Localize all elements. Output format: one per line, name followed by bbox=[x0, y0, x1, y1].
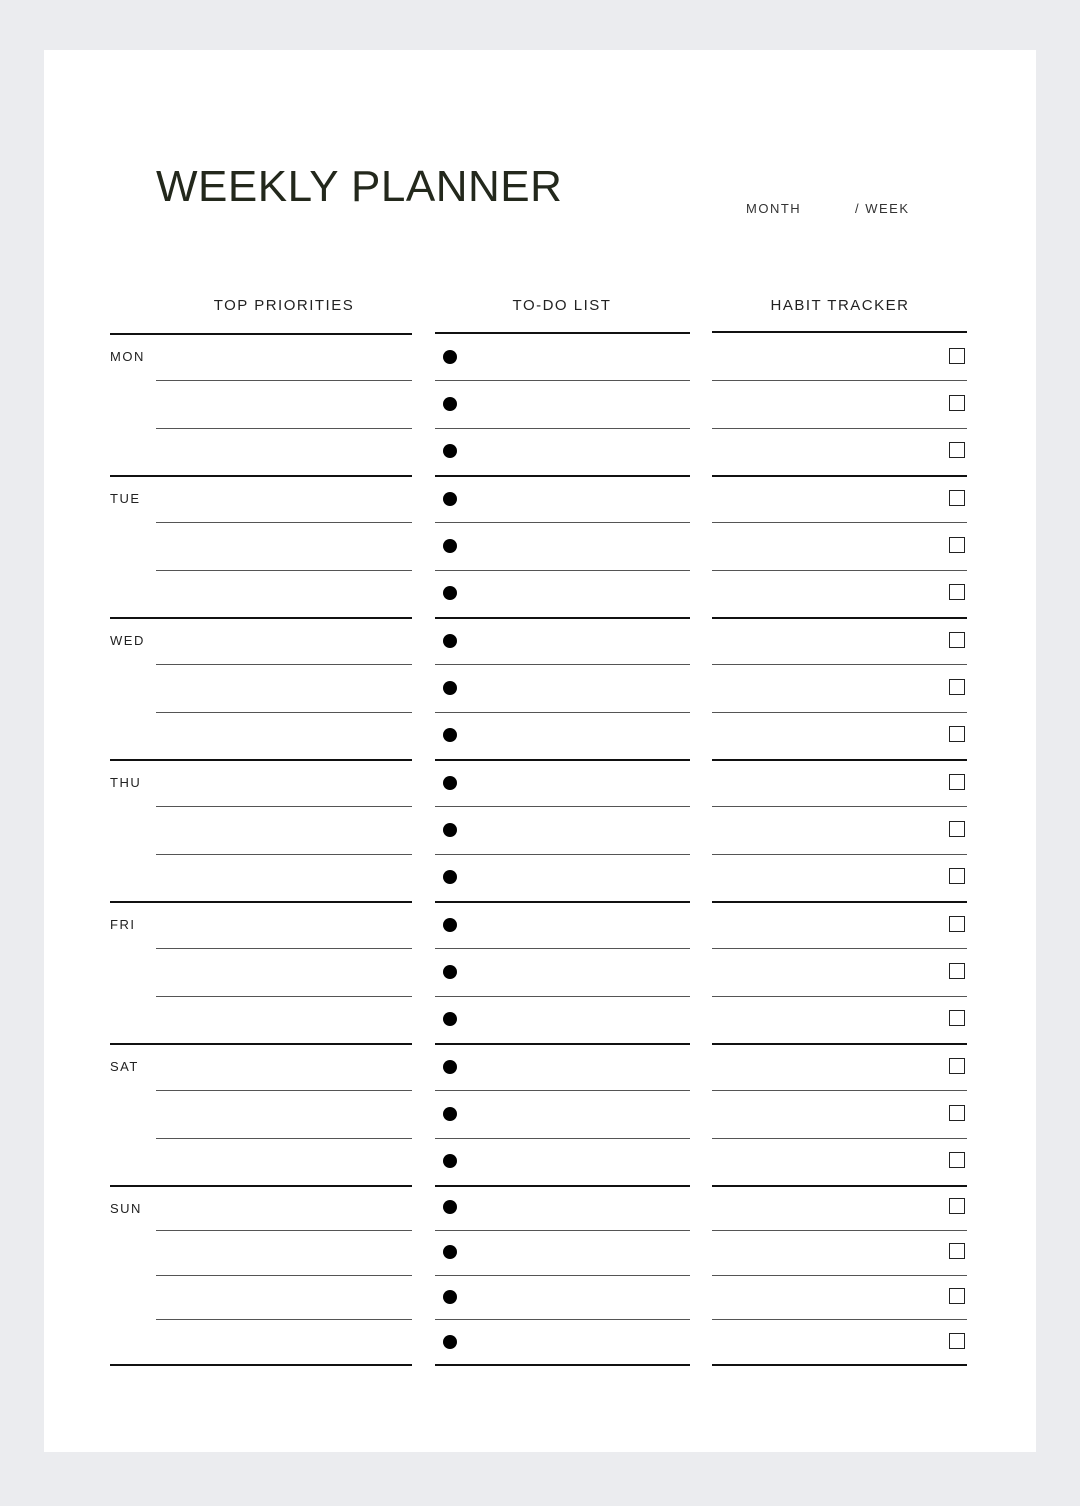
habit-checkbox[interactable] bbox=[949, 442, 965, 458]
todo-line[interactable] bbox=[435, 570, 690, 571]
day-divider bbox=[110, 1364, 412, 1366]
todo-line[interactable] bbox=[435, 664, 690, 665]
habit-checkbox[interactable] bbox=[949, 1058, 965, 1074]
todo-bullet-icon bbox=[443, 965, 457, 979]
habit-line[interactable] bbox=[712, 854, 967, 855]
priority-line[interactable] bbox=[156, 428, 412, 429]
top-priorities-header: TOP PRIORITIES bbox=[213, 297, 355, 314]
habit-checkbox[interactable] bbox=[949, 1010, 965, 1026]
todo-line[interactable] bbox=[435, 1090, 690, 1091]
habit-line[interactable] bbox=[712, 1043, 967, 1045]
todo-line[interactable] bbox=[435, 1230, 690, 1231]
priority-line[interactable] bbox=[156, 570, 412, 571]
todo-bullet-icon bbox=[443, 1290, 457, 1304]
day-label-tue: TUE bbox=[110, 491, 141, 506]
day-label-wed: WED bbox=[110, 633, 145, 648]
todo-bullet-icon bbox=[443, 1107, 457, 1121]
todo-bullet-icon bbox=[443, 1335, 457, 1349]
habit-line[interactable] bbox=[712, 1185, 967, 1187]
todo-line[interactable] bbox=[435, 380, 690, 381]
habit-checkbox[interactable] bbox=[949, 395, 965, 411]
todo-line[interactable] bbox=[435, 1319, 690, 1320]
habit-checkbox[interactable] bbox=[949, 348, 965, 364]
todo-line[interactable] bbox=[435, 428, 690, 429]
todo-bullet-icon bbox=[443, 350, 457, 364]
habit-line[interactable] bbox=[712, 806, 967, 807]
todo-line[interactable] bbox=[435, 1275, 690, 1276]
todo-bullet-icon bbox=[443, 634, 457, 648]
day-label-sun: SUN bbox=[110, 1201, 142, 1216]
habit-line[interactable] bbox=[712, 1364, 967, 1366]
habit-checkbox[interactable] bbox=[949, 1198, 965, 1214]
todo-bullet-icon bbox=[443, 776, 457, 790]
day-label-thu: THU bbox=[110, 775, 142, 790]
todo-bullet-icon bbox=[443, 681, 457, 695]
priority-line[interactable] bbox=[156, 1275, 412, 1276]
habit-line[interactable] bbox=[712, 1230, 967, 1231]
habit-checkbox[interactable] bbox=[949, 1105, 965, 1121]
habit-tracker-header: HABIT TRACKER bbox=[770, 297, 910, 314]
todo-bullet-icon bbox=[443, 918, 457, 932]
todo-line[interactable] bbox=[435, 1043, 690, 1045]
priority-line[interactable] bbox=[156, 948, 412, 949]
habit-line[interactable] bbox=[712, 948, 967, 949]
todo-line[interactable] bbox=[435, 475, 690, 477]
habit-checkbox[interactable] bbox=[949, 1288, 965, 1304]
todo-bullet-icon bbox=[443, 1060, 457, 1074]
habit-line[interactable] bbox=[712, 1319, 967, 1320]
todo-line[interactable] bbox=[435, 948, 690, 949]
habit-checkbox[interactable] bbox=[949, 963, 965, 979]
habit-checkbox[interactable] bbox=[949, 584, 965, 600]
habit-checkbox[interactable] bbox=[949, 1333, 965, 1349]
day-divider bbox=[110, 1185, 412, 1187]
todo-line[interactable] bbox=[435, 1185, 690, 1187]
day-divider bbox=[110, 901, 412, 903]
priority-line[interactable] bbox=[156, 806, 412, 807]
habit-checkbox[interactable] bbox=[949, 821, 965, 837]
habit-checkbox[interactable] bbox=[949, 726, 965, 742]
priority-line[interactable] bbox=[156, 1090, 412, 1091]
habit-line[interactable] bbox=[712, 380, 967, 381]
todo-top-rule bbox=[435, 332, 690, 334]
habit-line[interactable] bbox=[712, 522, 967, 523]
habit-line[interactable] bbox=[712, 428, 967, 429]
habit-line[interactable] bbox=[712, 1275, 967, 1276]
priority-line[interactable] bbox=[156, 522, 412, 523]
todo-line[interactable] bbox=[435, 712, 690, 713]
habit-checkbox[interactable] bbox=[949, 679, 965, 695]
habit-line[interactable] bbox=[712, 570, 967, 571]
habit-line[interactable] bbox=[712, 1090, 967, 1091]
todo-line[interactable] bbox=[435, 617, 690, 619]
todo-bullet-icon bbox=[443, 397, 457, 411]
priority-line[interactable] bbox=[156, 1138, 412, 1139]
habit-top-rule bbox=[712, 331, 967, 333]
todo-line[interactable] bbox=[435, 1138, 690, 1139]
habit-line[interactable] bbox=[712, 901, 967, 903]
month-label: MONTH bbox=[746, 201, 802, 216]
todo-bullet-icon bbox=[443, 823, 457, 837]
priorities-top-rule bbox=[110, 333, 412, 335]
todo-bullet-icon bbox=[443, 539, 457, 553]
page-title: WEEKLY PLANNER bbox=[156, 162, 563, 211]
priority-line[interactable] bbox=[156, 380, 412, 381]
todo-line[interactable] bbox=[435, 759, 690, 761]
priority-line[interactable] bbox=[156, 996, 412, 997]
day-divider bbox=[110, 475, 412, 477]
habit-checkbox[interactable] bbox=[949, 537, 965, 553]
todo-line[interactable] bbox=[435, 854, 690, 855]
priority-line[interactable] bbox=[156, 712, 412, 713]
priority-line[interactable] bbox=[156, 1319, 412, 1320]
todo-list-header: TO-DO LIST bbox=[512, 297, 612, 314]
todo-line[interactable] bbox=[435, 806, 690, 807]
priority-line[interactable] bbox=[156, 854, 412, 855]
day-label-mon: MON bbox=[110, 349, 145, 364]
priority-line[interactable] bbox=[156, 1230, 412, 1231]
day-divider bbox=[110, 617, 412, 619]
week-label: / WEEK bbox=[855, 201, 910, 216]
habit-checkbox[interactable] bbox=[949, 1152, 965, 1168]
day-label-sat: SAT bbox=[110, 1059, 139, 1074]
day-divider bbox=[110, 1043, 412, 1045]
priority-line[interactable] bbox=[156, 664, 412, 665]
habit-checkbox[interactable] bbox=[949, 490, 965, 506]
todo-bullet-icon bbox=[443, 492, 457, 506]
day-divider bbox=[110, 759, 412, 761]
todo-line[interactable] bbox=[435, 1364, 690, 1366]
habit-line[interactable] bbox=[712, 1138, 967, 1139]
todo-line[interactable] bbox=[435, 522, 690, 523]
habit-line[interactable] bbox=[712, 617, 967, 619]
habit-line[interactable] bbox=[712, 664, 967, 665]
habit-checkbox[interactable] bbox=[949, 916, 965, 932]
day-label-fri: FRI bbox=[110, 917, 136, 932]
habit-checkbox[interactable] bbox=[949, 632, 965, 648]
todo-line[interactable] bbox=[435, 996, 690, 997]
habit-line[interactable] bbox=[712, 759, 967, 761]
planner-page bbox=[44, 50, 1036, 1452]
habit-line[interactable] bbox=[712, 475, 967, 477]
habit-checkbox[interactable] bbox=[949, 1243, 965, 1259]
habit-line[interactable] bbox=[712, 996, 967, 997]
habit-checkbox[interactable] bbox=[949, 774, 965, 790]
todo-line[interactable] bbox=[435, 901, 690, 903]
habit-checkbox[interactable] bbox=[949, 868, 965, 884]
habit-line[interactable] bbox=[712, 712, 967, 713]
